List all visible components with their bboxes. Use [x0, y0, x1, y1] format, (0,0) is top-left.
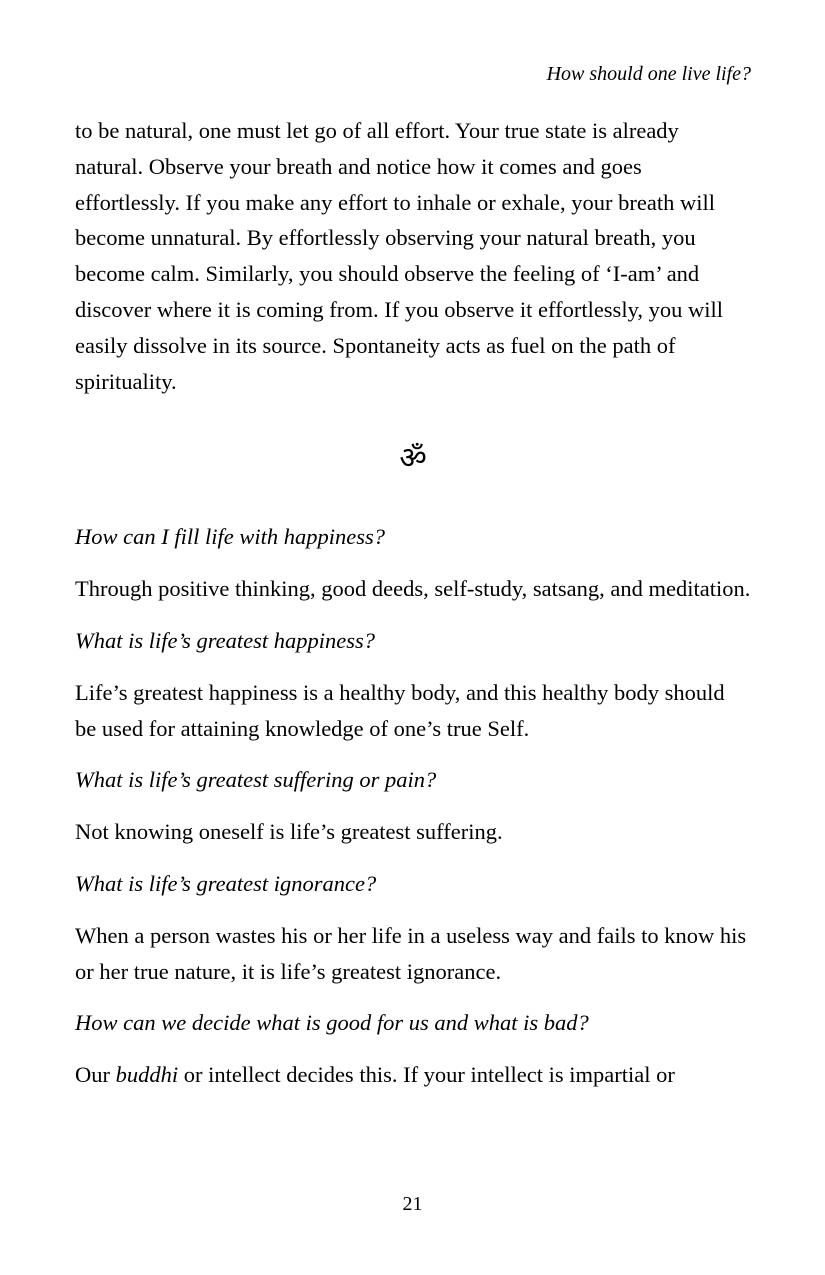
qa-item [75, 519, 751, 607]
page-number: 21 [402, 1193, 423, 1215]
question-heading: What is life’s greatest happiness? [75, 627, 375, 653]
answer-paragraph: Through positive thinking, good deeds, self-study, satsang, and meditation. [75, 576, 751, 602]
om-symbol-divider: ॐ [399, 441, 427, 477]
answer-paragraph: Life’s greatest happiness is a healthy body, and this healthy body should be used for attaining knowledge of one’s true Self. [75, 679, 725, 741]
answer-paragraph: Not knowing oneself is life’s greatest suffering. [75, 819, 503, 845]
page-body [75, 113, 751, 1093]
qa-item [75, 762, 751, 850]
question-heading: What is life’s greatest ignorance? [75, 870, 377, 896]
running-head: How should one live life? [546, 63, 751, 85]
question-heading: How can we decide what is good for us and what is bad? [75, 1010, 589, 1036]
answer-paragraph: When a person wastes his or her life in a useless way and fails to know his or her true nature, it is life’s greatest ignorance. [75, 922, 747, 984]
answer-rest: or intellect decides this. If your intellect is impartial or [178, 1062, 675, 1088]
qa-item [75, 623, 751, 746]
answer-prefix: Our [75, 1062, 116, 1088]
qa-item [75, 866, 751, 989]
intro-paragraph: to be natural, one must let go of all effort. Your true state is already natural. Observe your breath and notice how it comes and goes effortlessly. If you make any effort to inhale or exhale, your breath will become unnatural. By effortlessly observing your natural breath, you become calm. Similarly, you should observe the feeling of ‘I-am’ and discover where it is coming from. If you observe it effortlessly, you will easily dissolve in its source. Spontaneity acts as fuel on the path of spirituality. [75, 118, 723, 394]
question-heading: How can I fill life with happiness? [75, 524, 385, 550]
question-heading: What is life’s greatest suffering or pain? [75, 767, 437, 793]
sanskrit-term: buddhi [115, 1062, 179, 1088]
qa-item [75, 1005, 751, 1093]
answer-paragraph [75, 1057, 751, 1093]
